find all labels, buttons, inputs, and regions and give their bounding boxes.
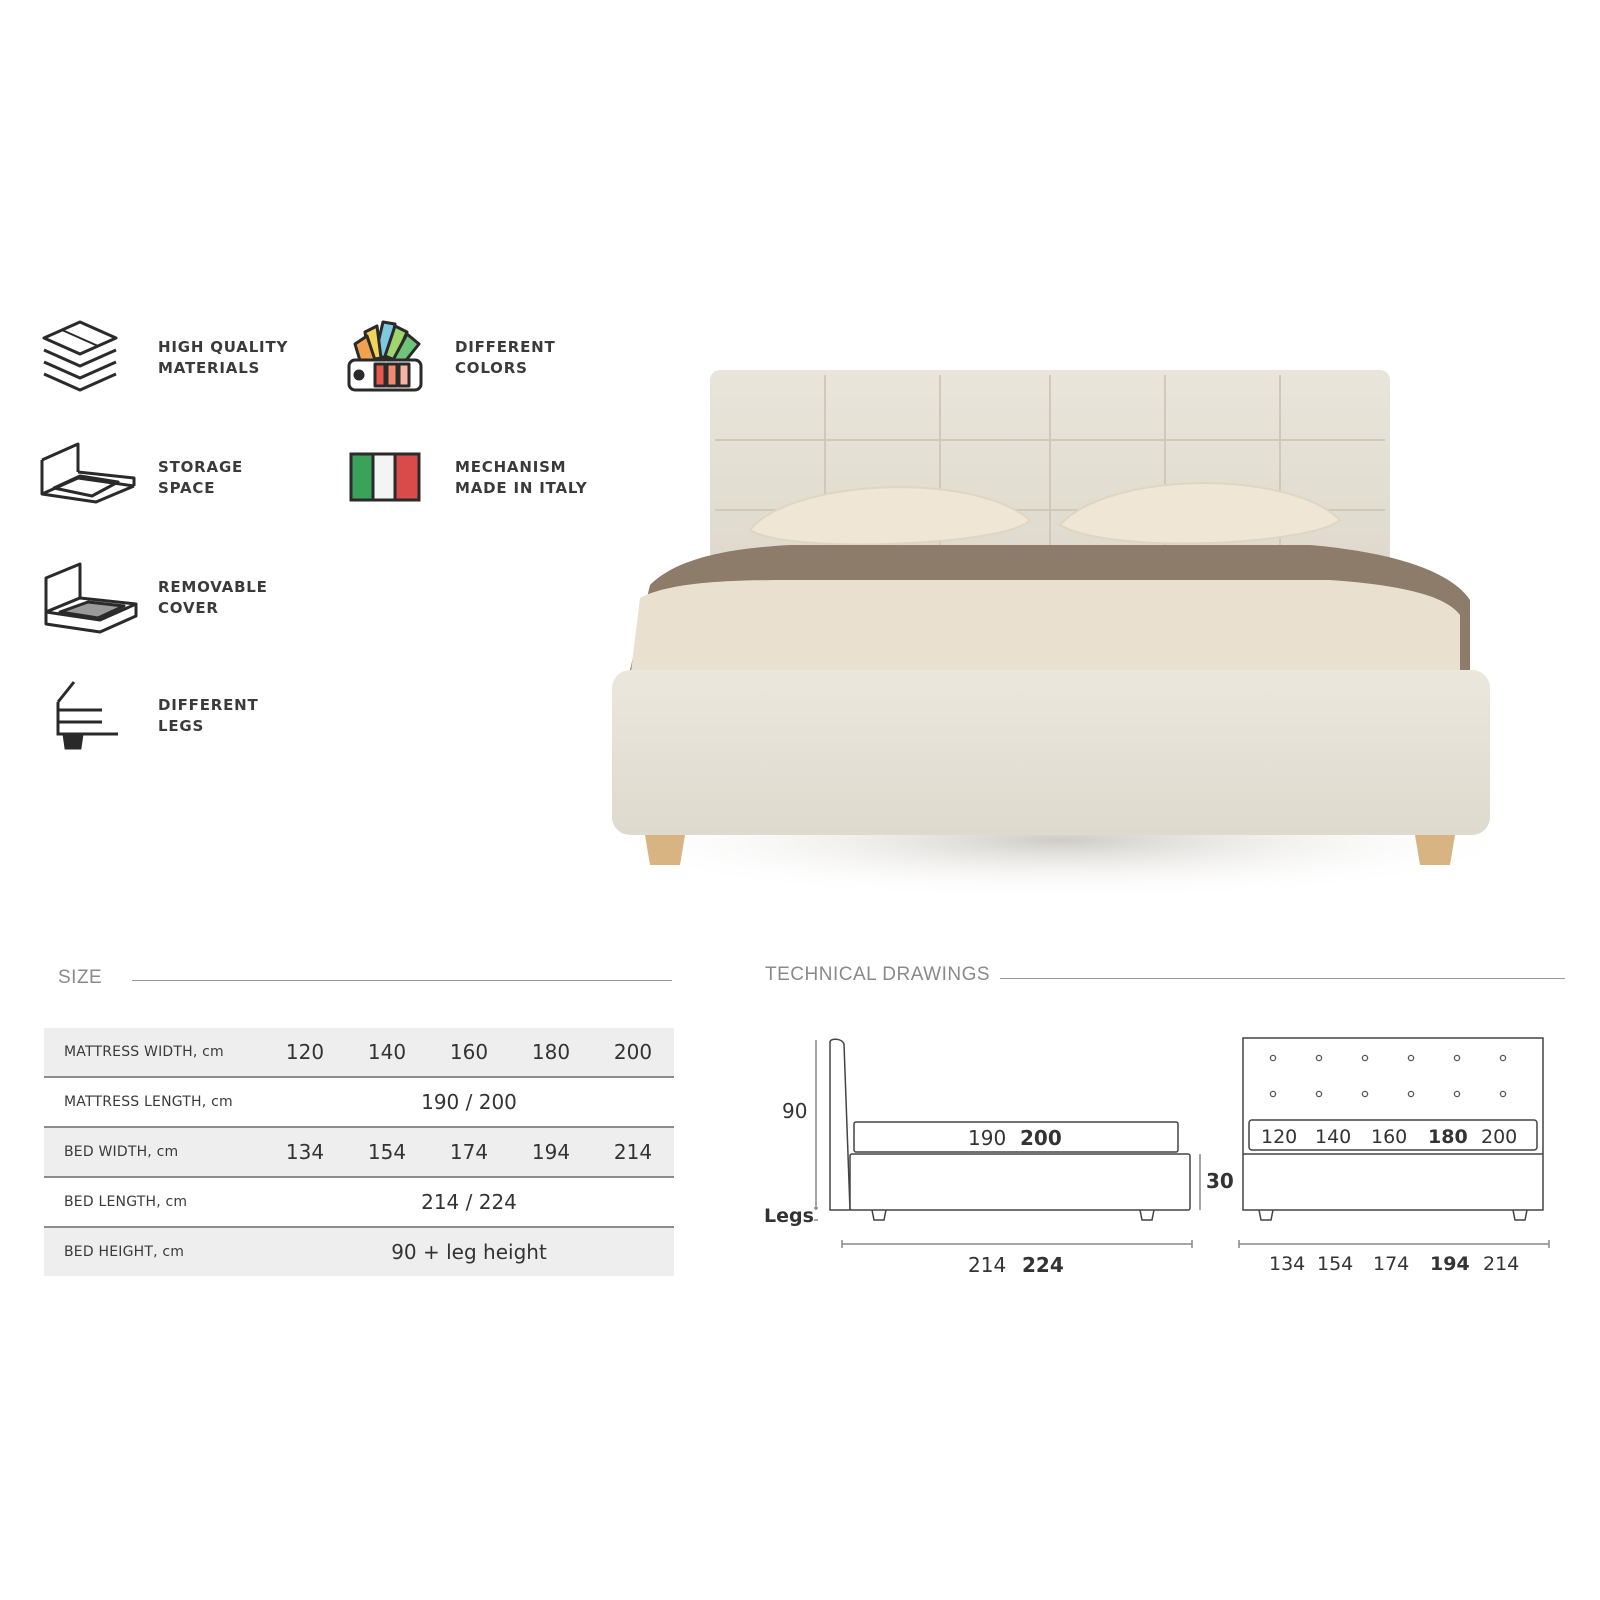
row-label: BED WIDTH, cm — [44, 1127, 264, 1177]
label-mattress-width-5: 200 — [1481, 1126, 1518, 1148]
table-cell: 174 — [428, 1127, 510, 1177]
feature-mechanism-made-in-italy — [345, 438, 588, 518]
feature-different-legs — [40, 676, 259, 756]
table-cell: 134 — [264, 1127, 346, 1177]
row-label: MATTRESS LENGTH, cm — [64, 1094, 233, 1110]
table-row — [44, 1227, 674, 1276]
table-row — [44, 1127, 674, 1177]
table-cell: 140 — [346, 1028, 428, 1077]
feature-label: REMOVABLE COVER — [158, 578, 268, 617]
label-legs: Legs — [764, 1205, 814, 1227]
table-cell: 90 + leg height — [264, 1227, 674, 1276]
front-view-drawing — [1235, 1030, 1555, 1280]
label-mattress-width-1: 120 — [1261, 1126, 1298, 1148]
label-mattress-width-2: 140 — [1315, 1126, 1352, 1148]
table-cell: 214 / 224 — [421, 1190, 517, 1214]
table-cell: 194 — [510, 1127, 592, 1177]
table-cell: 200 — [592, 1028, 674, 1077]
feature-different-colors — [345, 318, 556, 398]
italy-flag-icon — [345, 438, 425, 518]
table-cell: 180 — [510, 1028, 592, 1077]
bed-base — [612, 670, 1490, 835]
table-cell: 190 / 200 — [421, 1090, 517, 1114]
label-mattress-width-3: 160 — [1371, 1126, 1408, 1148]
feature-label: STORAGE SPACE — [158, 458, 244, 497]
table-row — [44, 1077, 674, 1127]
feature-storage-space — [40, 438, 243, 518]
label-base-height: 30 — [1206, 1169, 1234, 1193]
row-label: BED LENGTH, cm — [64, 1194, 188, 1210]
bed-leg-icon — [40, 676, 120, 756]
label-mattress-width-4: 180 — [1428, 1126, 1468, 1148]
technical-title: TECHNICAL DRAWINGS — [765, 964, 996, 986]
table-cell: 120 — [264, 1028, 346, 1077]
label-height: 90 — [782, 1099, 808, 1123]
layers-icon — [40, 318, 120, 398]
storage-bed-icon — [40, 438, 120, 518]
label-bed-length-2: 224 — [1022, 1253, 1064, 1277]
label-bed-length-1: 214 — [968, 1253, 1007, 1277]
feature-high-quality-materials — [40, 318, 288, 398]
feature-label: DIFFERENT LEGS — [158, 696, 259, 735]
table-cell: 160 — [428, 1028, 510, 1077]
table-row — [44, 1028, 674, 1077]
label-bed-width-5: 214 — [1483, 1253, 1520, 1275]
sheet — [630, 580, 1460, 680]
row-label: BED HEIGHT, cm — [44, 1227, 264, 1276]
bed-leg-right — [1415, 835, 1455, 865]
removable-cover-icon — [40, 558, 120, 638]
label-bed-width-3: 174 — [1373, 1253, 1410, 1275]
feature-label: HIGH QUALITY MATERIALS — [158, 338, 289, 377]
size-table — [44, 1028, 674, 1276]
label-mattress-length-2: 200 — [1020, 1126, 1062, 1150]
label-bed-width-1: 134 — [1269, 1253, 1306, 1275]
table-cell: 214 — [592, 1127, 674, 1177]
technical-rule — [1000, 978, 1565, 979]
table-cell: 154 — [346, 1127, 428, 1177]
bed-illustration — [590, 330, 1520, 900]
bed-leg-left — [645, 835, 685, 865]
feature-label: MECHANISM MADE IN ITALY — [455, 458, 588, 497]
color-swatch-icon — [345, 318, 425, 398]
label-bed-width-4: 194 — [1430, 1253, 1470, 1275]
size-title: SIZE — [58, 967, 108, 989]
row-label: MATTRESS WIDTH, cm — [44, 1028, 264, 1077]
side-view-drawing — [760, 1030, 1234, 1280]
size-rule — [132, 980, 672, 981]
label-bed-width-2: 154 — [1317, 1253, 1354, 1275]
table-row — [44, 1177, 674, 1227]
feature-removable-cover — [40, 558, 268, 638]
label-mattress-length-1: 190 — [968, 1126, 1007, 1150]
feature-label: DIFFERENT COLORS — [455, 338, 556, 377]
